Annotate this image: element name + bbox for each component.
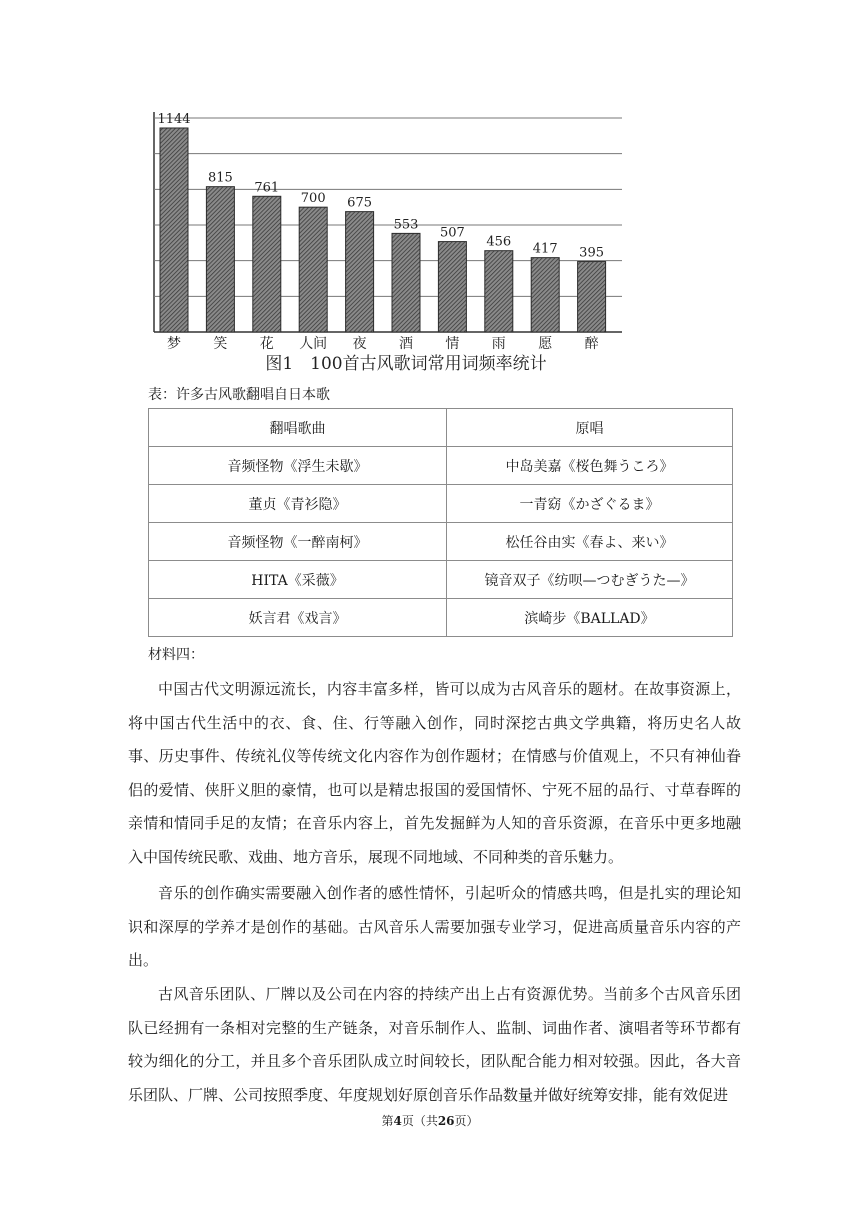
table-row: [149, 599, 733, 637]
section-heading: 材料四：: [148, 647, 204, 663]
category-label: 梦: [167, 336, 181, 352]
bar-value-label: 761: [254, 180, 280, 196]
table-cell: 松任谷由实《春よ、来い》: [447, 523, 733, 561]
table-cell: 滨崎步《BALLAD》: [447, 599, 733, 637]
table-header-cell: 翻唱歌曲: [149, 409, 447, 447]
bar: [578, 262, 606, 332]
bar: [253, 196, 281, 332]
bar: [299, 207, 327, 332]
chart-svg: [148, 100, 628, 380]
bar-value-label: 1144: [157, 111, 191, 127]
chart-title: 图1 100首古风歌词常用词频率统计: [265, 354, 547, 374]
category-label: 愿: [538, 336, 553, 352]
body-paragraph: 古风音乐团队、厂牌以及公司在内容的持续产出上占有资源优势。当前多个古风音乐团队已经拥有一条相对完整的生产链条，对音乐制作人、监制、词曲作者、演唱者等环节都有较为细化的分工，并且多个音乐团队成立时间较长，团队配合能力相对较强。因此，各大音乐团队、厂牌、公司按照季度、年度规划好原创音乐作品数量并做好统筹安排，能有效促进: [128, 985, 741, 1104]
table-cell: 中岛美嘉《桜色舞うころ》: [447, 447, 733, 485]
body-paragraph: 音乐的创作确实需要融入创作者的感性情怀，引起听众的情感共鸣，但是扎实的理论知识和深厚的学养才是创作的基础。古风音乐人需要加强专业学习，促进高质量音乐内容的产出。: [128, 884, 741, 969]
category-label: 笑: [213, 336, 228, 352]
body-paragraph: 中国古代文明源远流长，内容丰富多样，皆可以成为古风音乐的题材。在故事资源上，将中国古代生活中的衣、食、住、行等融入创作，同时深挖古典文学典籍，将历史名人故事、历史事件、传统礼仪等传统文化内容作为创作题材；在情感与价值观上，不只有神仙眷侣的爱情、侠肝义胆的豪情，也可以是精忠报国的爱国情怀、宁死不屈的品行、寸草春晖的亲情和情同手足的友情；在音乐内容上，首先发掘鲜为人知的音乐资源，在音乐中更多地融入中国传统民歌、戏曲、地方音乐，展现不同地域、不同种类的音乐魅力。: [128, 680, 741, 866]
table-row: [149, 523, 733, 561]
table-caption: 表：许多古风歌翻唱自日本歌: [148, 387, 330, 403]
table-header-row: [149, 409, 733, 447]
bar: [392, 233, 420, 332]
table-cell: 一青窈《かざぐるま》: [447, 485, 733, 523]
category-label: 醉: [584, 336, 599, 352]
table-cell: HITA《采薇》: [149, 561, 447, 599]
bar: [531, 258, 559, 332]
footer-page-number: 4: [393, 1114, 402, 1128]
category-label: 酒: [399, 336, 413, 352]
table-row: [149, 561, 733, 599]
bar-value-label: 675: [347, 195, 373, 211]
table-row: [149, 447, 733, 485]
table-header-cell: 原唱: [447, 409, 733, 447]
footer-total-pages: 26: [437, 1114, 455, 1128]
bar-value-label: 553: [393, 217, 419, 233]
footer-middle: 页（共: [401, 1114, 438, 1128]
cover-songs-table: [148, 408, 733, 637]
bar: [206, 187, 234, 332]
category-label: 夜: [352, 336, 367, 352]
table-row: [149, 485, 733, 523]
bar: [485, 251, 513, 332]
bar-value-label: 395: [579, 245, 605, 261]
bar-value-label: 507: [439, 225, 465, 241]
category-label: 雨: [491, 336, 506, 352]
table-cell: 音频怪物《浮生未歇》: [149, 447, 447, 485]
category-label: 情: [445, 336, 460, 352]
bar-value-label: 700: [300, 191, 326, 207]
page-footer: [0, 1112, 860, 1129]
table-cell: 镜音双子《纺呗—つむぎうた—》: [447, 561, 733, 599]
bar-value-label: 456: [486, 234, 512, 250]
footer-prefix: 第: [381, 1114, 394, 1128]
word-frequency-chart: [148, 100, 628, 380]
bar: [438, 242, 466, 332]
category-label: 花: [259, 336, 274, 352]
bar: [160, 128, 188, 332]
footer-suffix: 页）: [454, 1114, 479, 1128]
table-cell: 妖言君《戏言》: [149, 599, 447, 637]
bar: [346, 212, 374, 332]
table-cell: 音频怪物《一醉南柯》: [149, 523, 447, 561]
category-label: 人间: [299, 336, 328, 352]
bar-value-label: 417: [532, 241, 558, 257]
bar-value-label: 815: [207, 170, 233, 186]
table-cell: 董贞《青衫隐》: [149, 485, 447, 523]
